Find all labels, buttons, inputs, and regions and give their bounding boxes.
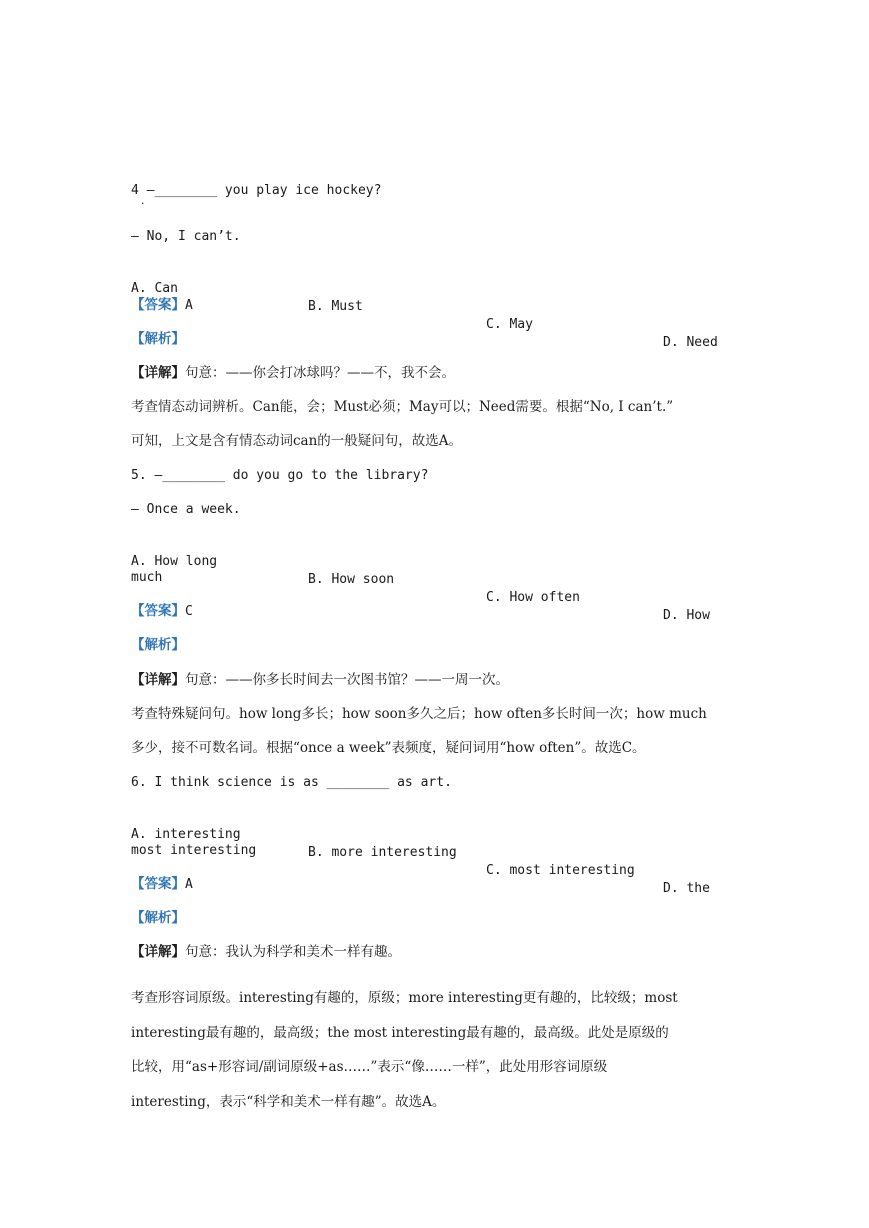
q6-option-b: B. more interesting (308, 845, 457, 860)
answer-tag: 【答案】 (131, 876, 185, 892)
q6-option-wrap: most interesting (131, 843, 257, 858)
q4-reply: — No, I can’t. (131, 229, 241, 244)
q4-stem: 4 —________ you play ice hockey? (131, 183, 382, 198)
q4-option-c: C. May (486, 317, 533, 332)
detail-text: 句意：——你多长时间去一次图书馆？——一周一次。 (185, 672, 509, 688)
q6-explain-2: interesting最有趣的，最高级；the most interesting最有趣的，最高级。此处是原级的 (131, 1025, 669, 1041)
q5-option-a: A. How long (131, 554, 218, 569)
q5-reply: — Once a week. (131, 502, 241, 517)
q4-option-a: A. Can (131, 281, 178, 296)
answer-value: A (185, 877, 193, 892)
detail-text: 句意：我认为科学和美术一样有趣。 (185, 944, 401, 960)
q4-option-b: B. Must (308, 299, 363, 314)
detail-text: 句意：——你会打冰球吗？——不，我不会。 (185, 365, 455, 381)
answer-tag: 【答案】 (131, 297, 185, 313)
answer-value: C (185, 604, 193, 619)
q5-option-c: C. How often (486, 590, 580, 605)
q6-detail (131, 943, 401, 961)
q5-option-b: B. How soon (308, 572, 395, 587)
q4-explain-1: 考查情态动词辨析。Can能，会；Must必须；May可以；Need需要。根据“No, I can’t.” (131, 399, 674, 415)
q6-option-a: A. interesting (131, 827, 241, 842)
q5-detail (131, 671, 509, 689)
q6-explain-3: 比较，用“as+形容词/副词原级+as……”表示“像……一样”，此处用形容词原级 (131, 1059, 608, 1075)
q4-explain-2: 可知，上文是含有情态动词can的一般疑问句，故选A。 (131, 433, 463, 449)
q6-option-d: D. the (663, 881, 710, 896)
detail-tag: 【详解】 (131, 944, 185, 960)
q5-option-d: D. How (663, 608, 710, 623)
q4-detail (131, 364, 455, 382)
detail-tag: 【详解】 (131, 672, 185, 688)
q5-explain-2: 多少，接不可数名词。根据“once a week”表频度，疑问词用“how often”。故选C。 (131, 740, 646, 756)
q5-stem: 5. —________ do you go to the library? (131, 468, 429, 483)
q6-answer (131, 875, 193, 894)
q4-option-d: D. Need (663, 335, 718, 350)
answer-value: A (185, 298, 193, 313)
q5-explain-1: 考查特殊疑问句。how long多长；how soon多久之后；how often多长时间一次；how much (131, 706, 707, 722)
q6-stem: 6. I think science is as ________ as art. (131, 775, 452, 790)
answer-tag: 【答案】 (131, 603, 185, 619)
q4-analysis-tag: 【解析】 (131, 331, 185, 347)
detail-tag: 【详解】 (131, 365, 185, 381)
q5-answer (131, 602, 193, 621)
q6-analysis-tag: 【解析】 (131, 910, 185, 926)
q5-analysis-tag: 【解析】 (131, 637, 185, 653)
q4-answer (131, 296, 193, 315)
bullet-dot: · (141, 197, 145, 210)
q6-option-c: C. most interesting (486, 863, 635, 878)
q6-explain-1: 考查形容词原级。interesting有趣的，原级；more interesting更有趣的，比较级；most (131, 990, 678, 1006)
q5-option-wrap: much (131, 570, 163, 585)
q6-explain-4: interesting，表示“科学和美术一样有趣”。故选A。 (131, 1094, 446, 1110)
